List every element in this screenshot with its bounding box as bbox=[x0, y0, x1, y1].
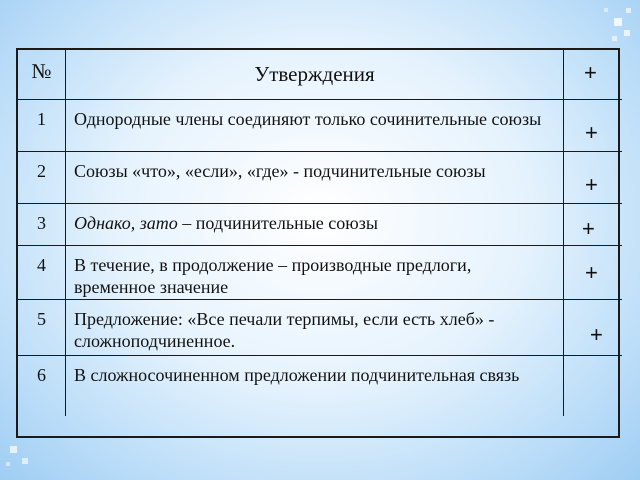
row-2-number: 2 bbox=[18, 152, 66, 204]
row-4-mark: + bbox=[585, 260, 598, 285]
row-1-statement: Однородные члены соединяют только сочинительные союзы bbox=[66, 100, 564, 152]
header-mark: + bbox=[584, 60, 597, 85]
row-2-statement: Союзы «что», «если», «где» - подчинительные союзы bbox=[66, 152, 564, 204]
row-5-statement: Предложение: «Все печали терпимы, если есть хлеб» - сложноподчиненное. bbox=[66, 300, 564, 356]
row-4-number: 4 bbox=[18, 246, 66, 300]
row-3-mark-cell bbox=[564, 204, 622, 246]
row-2-mark-cell bbox=[564, 152, 622, 204]
row-4-mark-cell bbox=[564, 246, 622, 300]
row-6-number: 6 bbox=[18, 356, 66, 416]
row-3-statement-italic: Однако, зато bbox=[74, 213, 178, 233]
statements-table bbox=[16, 48, 620, 438]
row-6-statement: В сложносочиненном предложении подчинительная связь bbox=[66, 356, 564, 416]
row-5-mark: + bbox=[590, 322, 603, 347]
row-5-mark-cell bbox=[564, 300, 622, 356]
row-3-mark: + bbox=[582, 216, 595, 241]
header-number: № bbox=[18, 50, 66, 100]
row-1-mark-cell bbox=[564, 100, 622, 152]
row-1-mark: + bbox=[585, 120, 598, 145]
row-2-mark: + bbox=[585, 172, 598, 197]
row-6-mark-cell bbox=[564, 356, 622, 416]
row-3-statement-rest: – подчинительные союзы bbox=[177, 213, 378, 233]
header-mark-cell bbox=[564, 50, 622, 100]
row-3-number: 3 bbox=[18, 204, 66, 246]
row-5-number: 5 bbox=[18, 300, 66, 356]
row-1-number: 1 bbox=[18, 100, 66, 152]
header-statements: Утверждения bbox=[66, 50, 564, 100]
row-3-statement bbox=[66, 204, 564, 246]
row-4-statement: В течение, в продолжение – производные предлоги, временное значение bbox=[66, 246, 564, 300]
